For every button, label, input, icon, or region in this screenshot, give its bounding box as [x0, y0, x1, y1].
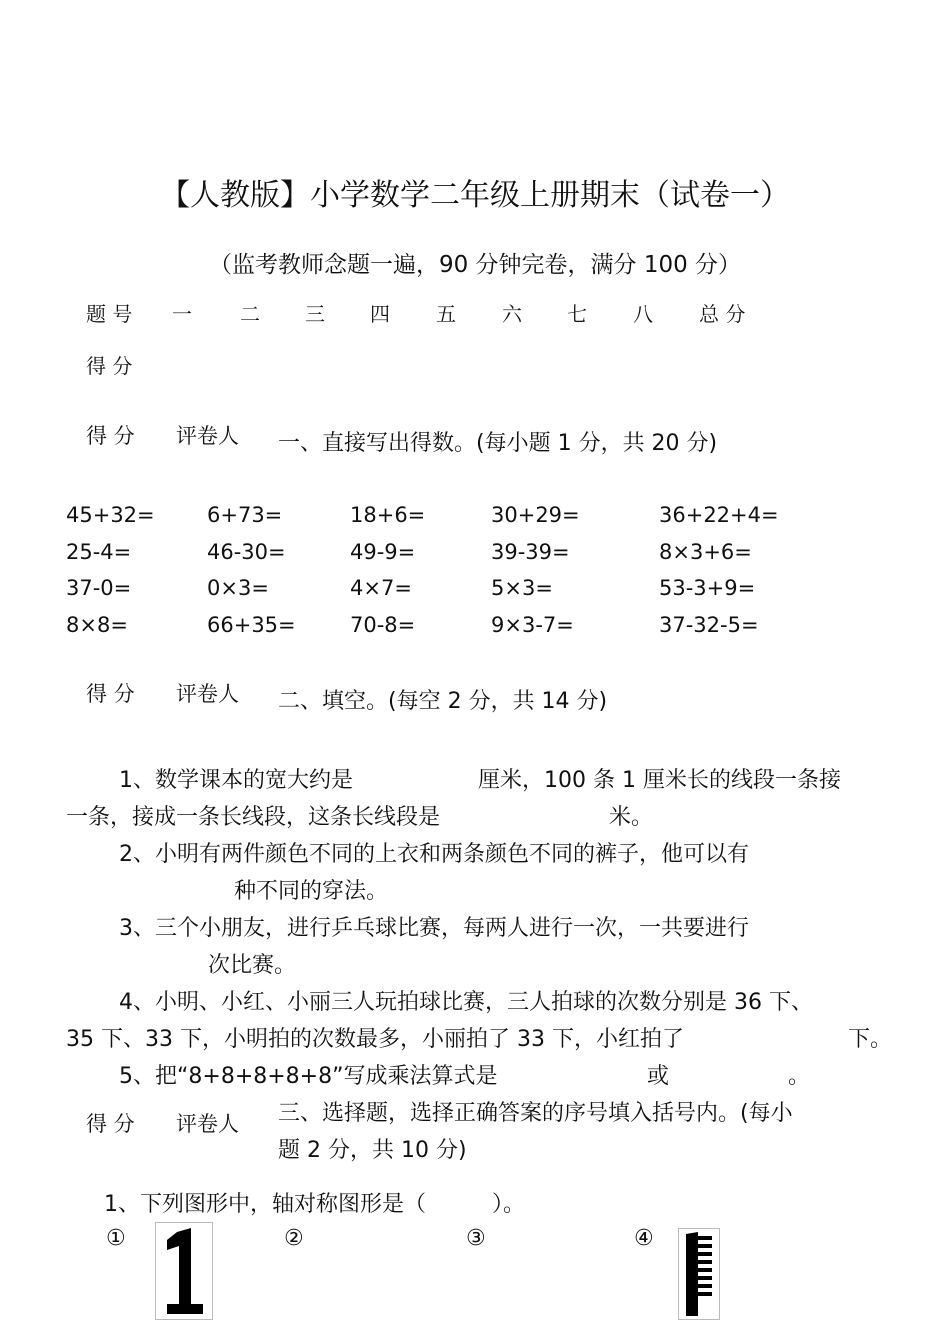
- q1-part-d: 米。: [609, 805, 654, 830]
- calc-item: 36+22+4=: [659, 503, 779, 527]
- section3-title-line2: 题 2 分，共 10 分): [278, 1138, 467, 1163]
- calc-item: 30+29=: [491, 503, 580, 527]
- calc-item: 46-30=: [207, 540, 286, 564]
- grader-name-label: 评卷人: [176, 1112, 239, 1136]
- calc-item: 37-32-5=: [659, 613, 759, 637]
- score-col-8: 八: [633, 302, 653, 326]
- calc-item: 6+73=: [207, 503, 283, 527]
- score-col-3: 三: [305, 302, 325, 326]
- choice-q1-text: 1、下列图形中，轴对称图形是（ ）。: [104, 1192, 525, 1217]
- score-col-6: 六: [502, 302, 522, 326]
- q4-line2: 35 下、33 下，小明拍的次数最多，小丽拍了 33 下，小红拍了: [66, 1027, 684, 1052]
- q4-text: 4、小明、小红、小丽三人玩拍球比赛，三人拍球的次数分别是 36 下、: [119, 990, 813, 1015]
- q3-tail: 次比赛。: [208, 953, 297, 978]
- comb-figure: [678, 1228, 720, 1320]
- q5-text: 5、把“8+8+8+8+8”写成乘法算式是: [119, 1064, 498, 1089]
- calc-item: 4×7=: [350, 576, 412, 600]
- section2-title: 二、填空。(每空 2 分，共 14 分): [278, 689, 608, 714]
- q5-or: 或: [647, 1064, 670, 1089]
- calc-item: 25-4=: [66, 540, 132, 564]
- calc-item: 37-0=: [66, 576, 132, 600]
- q1-part-c: 一条，接成一条长线段，这条长线段是: [66, 805, 441, 830]
- score-table-header-label: 题 号: [86, 302, 133, 326]
- section3-title-line1: 三、选择题，选择正确答案的序号填入括号内。(每小: [278, 1101, 793, 1126]
- option-4-label: ④: [634, 1226, 654, 1251]
- option-3-label: ③: [466, 1226, 486, 1251]
- score-col-4: 四: [370, 302, 390, 326]
- calc-item: 45+32=: [66, 503, 155, 527]
- score-col-7: 七: [567, 302, 587, 326]
- grader-score-label: 得 分: [86, 1112, 135, 1136]
- q5-end: 。: [788, 1064, 811, 1089]
- q3-text: 3、三个小朋友，进行乒乓球比赛，每两人进行一次，一共要进行: [119, 916, 749, 941]
- score-col-2: 二: [240, 302, 260, 326]
- calc-item: 49-9=: [350, 540, 416, 564]
- q2-text: 2、小明有两件颜色不同的上衣和两条颜色不同的裤子，他可以有: [119, 842, 749, 867]
- digit-one-figure: [155, 1222, 213, 1320]
- page-title: 【人教版】小学数学二年级上册期末（试卷一）: [160, 178, 790, 213]
- section1-title: 一、直接写出得数。(每小题 1 分，共 20 分): [278, 431, 718, 456]
- grader-name-label: 评卷人: [176, 682, 239, 706]
- q2-tail: 种不同的穿法。: [234, 879, 389, 904]
- calc-item: 5×3=: [491, 576, 553, 600]
- exam-instructions: （监考教师念题一遍，90 分钟完卷，满分 100 分）: [208, 252, 742, 278]
- grader-name-label: 评卷人: [176, 424, 239, 448]
- score-col-5: 五: [436, 302, 456, 326]
- q4-tail: 下。: [848, 1027, 893, 1052]
- calc-item: 8×8=: [66, 613, 128, 637]
- calc-item: 18+6=: [350, 503, 426, 527]
- calc-item: 8×3+6=: [659, 540, 752, 564]
- score-col-1: 一: [172, 302, 192, 326]
- score-row-label: 得 分: [86, 354, 133, 378]
- option-1-label: ①: [106, 1226, 126, 1251]
- grader-score-label: 得 分: [86, 424, 135, 448]
- grader-score-label: 得 分: [86, 682, 135, 706]
- calc-item: 0×3=: [207, 576, 269, 600]
- calc-item: 9×3-7=: [491, 613, 574, 637]
- calc-item: 70-8=: [350, 613, 416, 637]
- calc-item: 53-3+9=: [659, 576, 756, 600]
- q1-part-a: 1、数学课本的宽大约是: [119, 768, 353, 793]
- calc-item: 39-39=: [491, 540, 570, 564]
- score-col-total: 总 分: [699, 302, 746, 326]
- option-2-label: ②: [284, 1226, 304, 1251]
- calc-item: 66+35=: [207, 613, 296, 637]
- q1-part-b: 厘米，100 条 1 厘米长的线段一条接: [478, 768, 841, 793]
